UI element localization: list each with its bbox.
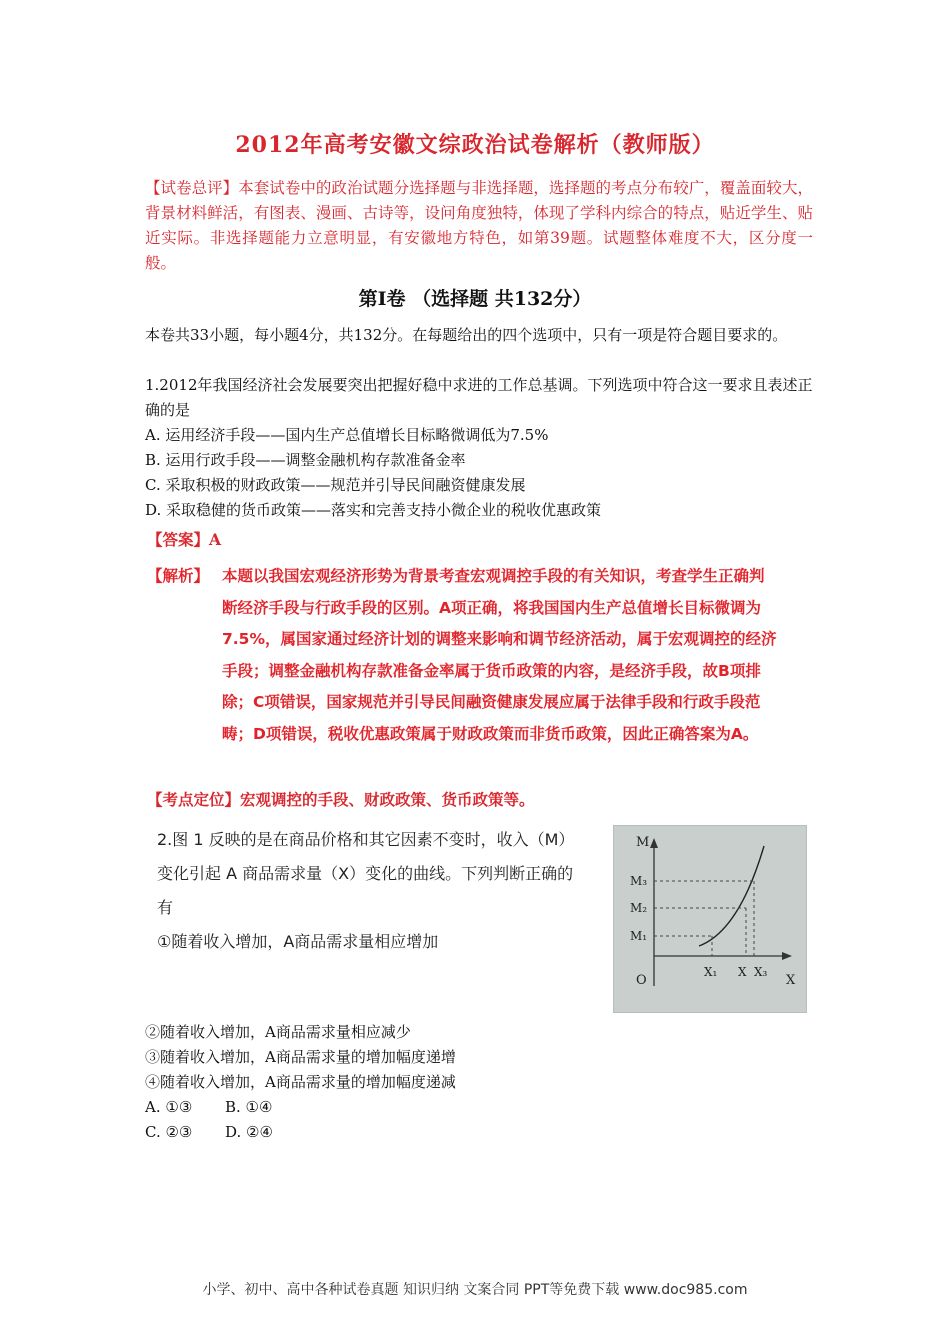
question-1-option-a: A. 运用经济手段——国内生产总值增长目标略微调低为7.5%: [145, 426, 549, 444]
question-1-key-points: [147, 788, 535, 810]
question-2-option-a: A. ①③: [145, 1098, 193, 1116]
tick-x1: X₁: [704, 965, 718, 979]
question-2-option-c: C. ②③: [145, 1123, 193, 1141]
section-title: 第Ⅰ卷 （选择题 共132分）: [358, 288, 592, 310]
tick-m3: M₃: [630, 874, 648, 888]
question-2-stem: [157, 823, 607, 959]
exam-review: 【试卷总评】本套试卷中的政治试题分选择题与非选择题，选择题的考点分布较广，覆盖面较大，背景材料鲜活，有图表、漫画、古诗等，设问角度独特，体现了学科内综合的特点，贴近学生、贴近实际。非选择题能力立意明显，有安徽地方特色，如第39题。试题整体难度不大，区分度一般。: [145, 179, 813, 272]
question-1-option-d: D. 采取稳健的货币政策——落实和完善支持小微企业的税收优惠政策: [145, 501, 602, 519]
tick-m1: M₁: [630, 929, 648, 943]
question-1-answer: [147, 528, 221, 550]
analysis-line: 除；C项错误，国家规范并引导民间融资健康发展应属于法律手段和行政手段范: [222, 693, 761, 711]
section-intro: 本卷共33小题，每小题4分，共132分。在每题给出的四个选项中，只有一项是符合题目要求的。: [145, 326, 788, 344]
question-2-options-row-1: [145, 1095, 272, 1120]
tick-x3: X₃: [754, 965, 768, 979]
analysis-line: 断经济手段与行政手段的区别。A项正确，将我国国内生产总值增长目标微调为: [222, 598, 761, 617]
figure-graph: [614, 826, 806, 1012]
question-2-item-2: ②随着收入增加，A商品需求量相应减少: [145, 1023, 411, 1041]
answer-label: 【答案】: [147, 530, 210, 549]
y-axis-arrow-icon: [650, 838, 658, 848]
question-1-stem: 1.2012年我国经济社会发展要突出把握好稳中求进的工作总基调。下列选项中符合这一要求且表述正确的是: [145, 376, 813, 419]
question-2-option-d: D. ②④: [225, 1123, 273, 1141]
stem-line: 2.图 1 反映的是在商品价格和其它因素不变时，收入（M）: [157, 830, 575, 849]
answer-value: A: [209, 530, 222, 549]
analysis-label: 【解析】: [147, 567, 210, 585]
analysis-line: 畴；D项错误，税收优惠政策属于财政政策而非货币政策，因此正确答案为A。: [222, 724, 759, 743]
x-axis-arrow-icon: [782, 952, 792, 960]
origin-label: O: [636, 973, 647, 988]
analysis-line: 本题以我国宏观经济形势为背景考查宏观调控手段的有关知识，考查学生正确判: [222, 567, 765, 585]
stem-line: ①随着收入增加，A商品需求量相应增加: [157, 932, 439, 951]
tick-m2: M₂: [630, 901, 648, 915]
x-axis-label: X: [786, 973, 796, 988]
question-1-option-b: B. 运用行政手段——调整金融机构存款准备金率: [145, 451, 466, 469]
tick-x2: X: [738, 965, 747, 979]
y-axis-label: M: [636, 835, 650, 850]
question-2-item-3: ③随着收入增加，A商品需求量的增加幅度递增: [145, 1048, 456, 1066]
key-points-value: 宏观调控的手段、财政政策、货币政策等。: [240, 791, 535, 809]
page-footer: 小学、初中、高中各种试卷真题 知识归纳 文案合同 PPT等免费下载 www.doc985.com: [202, 1282, 748, 1298]
analysis-line: 7.5%，属国家通过经济计划的调整来影响和调节经济活动，属于宏观调控的经济: [222, 630, 777, 648]
stem-line: 变化引起 A 商品需求量（X）变化的曲线。下列判断正确的: [157, 864, 574, 883]
question-2-options-row-2: [145, 1120, 273, 1145]
key-points-label: 【考点定位】: [147, 791, 241, 809]
question-2-item-4: ④随着收入增加，A商品需求量的增加幅度递减: [145, 1073, 456, 1091]
question-2-option-b: B. ①④: [225, 1098, 273, 1116]
question-1-option-c: C. 采取积极的财政政策——规范并引导民间融资健康发展: [145, 476, 526, 494]
stem-line: 有: [157, 898, 174, 917]
question-1-analysis: [222, 561, 814, 750]
income-demand-figure: [613, 825, 807, 1013]
document-title: 2012年高考安徽文综政治试卷解析（教师版）: [235, 132, 715, 158]
analysis-line: 手段；调整金融机构存款准备金率属于货币政策的内容，是经济手段，故B项排: [222, 661, 761, 680]
